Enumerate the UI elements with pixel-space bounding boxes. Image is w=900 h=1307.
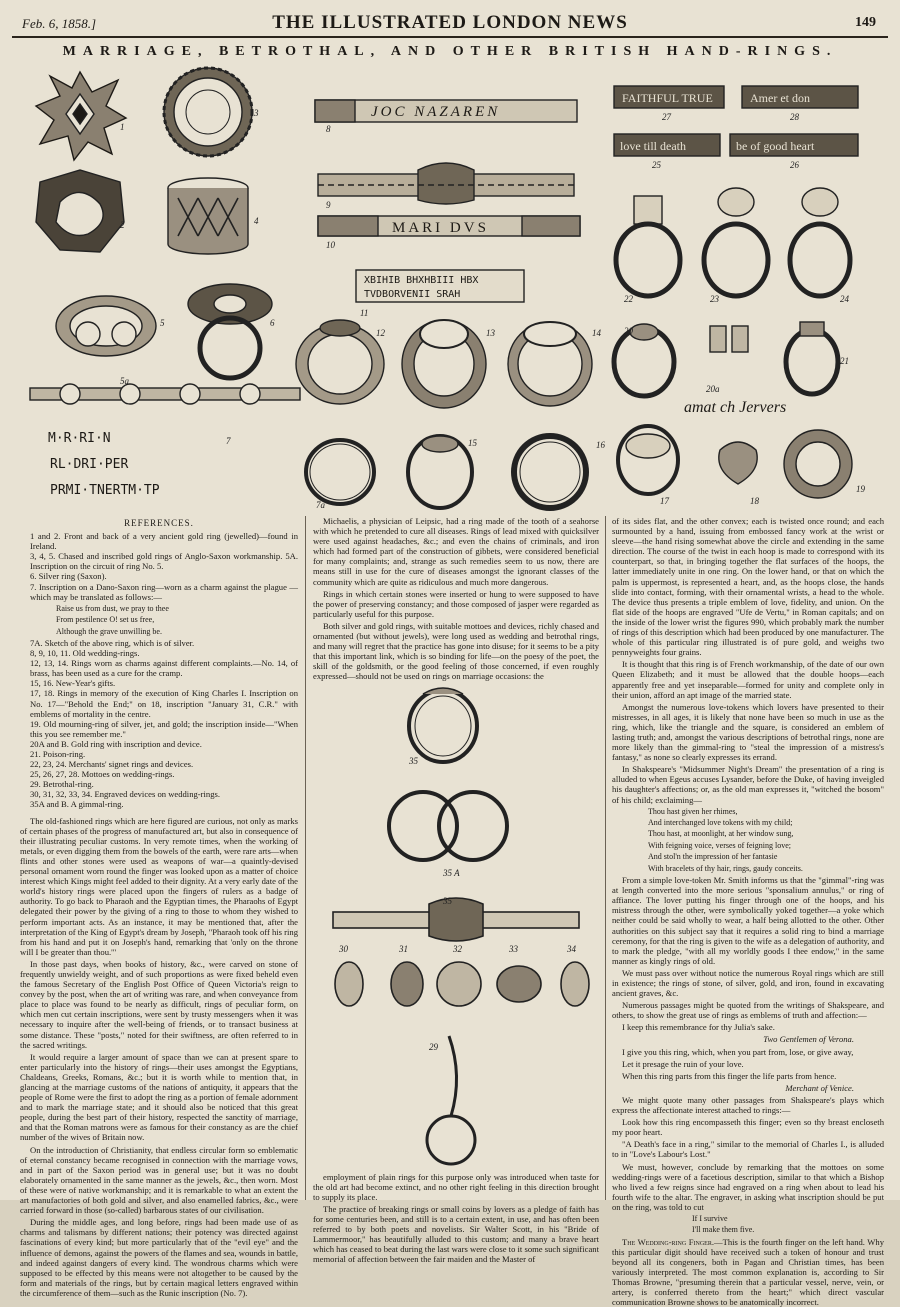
ring-15 <box>408 436 472 508</box>
svg-text:25: 25 <box>652 160 661 170</box>
body-paragraph: employment of plain rings for this purpose only was introduced when taste for the old art had become extinct, and no other right feeling in this direction brought to supply its place. <box>313 1171 599 1202</box>
reference-item: 6. Silver ring (Saxon). <box>30 571 107 582</box>
motto-28 <box>742 86 858 108</box>
svg-text:1: 1 <box>120 122 125 132</box>
svg-text:26: 26 <box>790 160 799 170</box>
body-paragraph <box>612 1237 884 1307</box>
ring-16 <box>514 436 586 508</box>
motto-28-text: Amer et don <box>750 91 810 105</box>
body-paragraph: It would require a larger amount of space than we can at present spare to enter particularly into the history of rings—their uses amongst the Egyptians, Chaldeans, Greeks, Romans, &c.; but it is worth while to mention that, in glancing at the marriage customs of the nations of antiquity, it appears that the people of Rome were the first to adopt the ring as a portion of female adornment and to mark the marriage state; and it should also be noticed that this great people, during the best part of their history, respected the sanctity of marriage, and that the Roman matrons were as famous for their constancy as are the chief number of the wives of Britain now. <box>20 1051 298 1143</box>
motto-27 <box>614 86 724 108</box>
svg-text:24: 24 <box>840 294 849 304</box>
references-title: REFERENCES. <box>124 518 194 528</box>
quote-line: When this ring parts from this finger the life parts from hence. <box>622 1070 837 1081</box>
svg-text:13: 13 <box>486 328 495 338</box>
svg-text:34: 34 <box>567 943 576 954</box>
body-paragraph: In Shakspeare's "Midsummer Night's Dream" the presentation of a ring is alluded to when Egeus accuses Lysander, before the Duke, of having inveigled his daughter's affections; or, as the old man expresses it, "witched the bosom" of his child; exclaiming— <box>612 764 884 805</box>
svg-text:3: 3 <box>254 108 259 118</box>
reference-item: 7A. Sketch of the above ring, which is of silver. <box>30 637 195 648</box>
column-rule <box>305 516 306 1200</box>
ring-3 <box>164 68 252 156</box>
issue-date: Feb. 6, 1858.] <box>22 16 97 31</box>
svg-text:14: 14 <box>592 328 601 338</box>
body-paragraph: Both silver and gold rings, with suitable mottoes and devices, richly chased and ornamented (but without jewels), were long used as wedding and betrothal rings, and many will regret that the practice has gone into disuse; for it seems to be a pity that this important link, which is so binding for life—on the poesy of the poet, the skill of the goldsmith, or the good feeling of those concerned, if even roughly expressed—should not be used on rings on marriage occasions: the <box>313 620 599 682</box>
body-paragraph: The practice of breaking rings or small coins by lovers as a pledge of faith has for some centuries been, and still is to a certain extent, in use, and has often been referred to by both poets and novelists. Sir Walter Scott, in his "Bride of Lammermoor," has beautifully alluded to this custom; and many a brave heart which has ceased to beat during the last wars were close to it some such significant memorial of affection between the fair maiden and the Master of <box>313 1203 599 1265</box>
gimmal-ring-figure <box>313 686 599 1168</box>
verse-line: If I survive <box>692 1213 728 1223</box>
ring-2 <box>36 170 124 252</box>
ring-35a-right <box>439 792 507 860</box>
svg-text:2: 2 <box>120 220 125 230</box>
newspaper-title: THE ILLUSTRATED LONDON NEWS <box>272 12 628 33</box>
quote-line: I give you this ring, which, when you part from, lose, or give away, <box>622 1046 854 1057</box>
body-paragraph: Rings in which certain stones were inserted or hung to were supposed to have the power of preserving constancy; and those composed of jasper were regarded as particularly useful for this purpose. <box>313 588 599 619</box>
runes-line-1: M·R·RI·N <box>48 431 111 446</box>
ring-10-band <box>318 216 580 236</box>
svg-text:12: 12 <box>376 328 385 338</box>
ring-11-line-2: TVDBORVENII SRAH <box>364 289 461 300</box>
verse-line: And stol'n the impression of her fantasie <box>648 852 778 862</box>
reference-item: 20A and B. Gold ring with inscription and device. <box>30 738 202 749</box>
motto-25-text: love till death <box>620 139 686 153</box>
motto-27-text: FAITHFUL TRUE <box>622 91 713 105</box>
ring-5a-band <box>30 384 300 404</box>
quote-line: Let it presage the ruin of your love. <box>622 1058 744 1069</box>
svg-text:6: 6 <box>270 318 275 328</box>
svg-text:20: 20 <box>624 326 633 336</box>
ring-4 <box>168 178 248 254</box>
rings-illustration-plate <box>20 64 880 514</box>
ring-7a <box>306 440 374 504</box>
body-paragraph: During the middle ages, and long before, rings had been made use of as charms and talismans by different nations; their potency was directed against fascinations of every kind; but more particularly that of the "evil eye" and the influence of demons, against the powers of the flames and sea, wounds in battle, and indeed against dangers of every kind. The wondrous charms which were supposed to be effected by this means were not altogether to be caused by the form and materials of the rings, but by certain magical letters engraved within the circumference of them—such as the Runic inscription (No. 7). <box>20 1217 298 1298</box>
reference-verse-line: From pestilence O! set us free, <box>56 615 155 625</box>
verse-line: Thou hast given her rhimes, <box>648 806 738 816</box>
verse-line: With bracelets of thy hair, rings, gaudy conceits. <box>648 863 803 873</box>
body-paragraph: On the introduction of Christianity, that endless circular form so emblematic of eternal constancy became recognised in connection with the marriage vows, and in part of the Saxon period was in general use; but it was no doubt elaborately ornamented in the same manner as the jewels, &c., then worn. Most of these were of native workmanship; and it is remarkable to what an extent the art manufactories of both gold and silver, and also enamelled fabrics, &c., were carried forward in those (so-called) barbarous states of our civilisation. <box>20 1144 298 1216</box>
ring-8-band <box>315 100 577 122</box>
svg-text:4: 4 <box>254 216 259 226</box>
reference-item: 12, 13, 14. Rings worn as charms against different complaints.—No. 14, of brass, has been used as a cure for the cramp. <box>30 658 298 679</box>
reference-verse-line: Raise us from dust, we pray to thee <box>56 603 169 613</box>
page-number: 149 <box>855 15 876 30</box>
body-paragraph: Numerous passages might be quoted from the writings of Shakspeare, and others, to show the great use of rings as emblems of truth and affection:— <box>612 1000 884 1021</box>
reference-verse-line: Although the grave unwilling be. <box>56 626 162 636</box>
ring-10-inscription: MARI DVS <box>392 220 489 236</box>
svg-text:22: 22 <box>624 294 633 304</box>
reference-item: 19. Old mourning-ring of silver, jet, and gold; the inscription inside—"When this you see remember me." <box>30 718 298 739</box>
svg-text:21: 21 <box>840 356 849 366</box>
engraved-devices-row <box>335 962 589 1006</box>
svg-text:20a: 20a <box>706 384 720 394</box>
motto-25 <box>614 134 720 156</box>
svg-text:35 A: 35 A <box>443 867 460 878</box>
svg-text:10: 10 <box>326 240 335 250</box>
svg-text:32: 32 <box>453 943 462 954</box>
svg-text:19: 19 <box>856 484 865 494</box>
quote-attribution: Merchant of Venice. <box>785 1082 854 1093</box>
svg-text:18: 18 <box>750 496 759 506</box>
svg-text:7: 7 <box>226 436 231 446</box>
ring-1 <box>36 72 126 160</box>
masthead <box>12 10 888 38</box>
reference-item: 3, 4, 5. Chased and inscribed gold rings of Anglo-Saxon workmanship. 5A. Inscription on the circuit of ring No. 5. <box>30 551 298 572</box>
reference-item: 22, 23, 24. Merchants' signet rings and devices. <box>30 759 194 770</box>
ring-13 <box>402 320 486 408</box>
body-paragraph: We must pass over without notice the numerous Royal rings which are still in existence; the rings of stone, of silver, gold, and iron, found in excavating ancient graves, &c. <box>612 967 884 999</box>
ring-18 <box>719 442 757 484</box>
gimmal-ring-illustration <box>313 686 599 1168</box>
body-paragraph: It is thought that this ring is of French workmanship, of the date of our own Queen Elizabeth; and it must be allowed that the double hoops—each apparently free and yet inseparable—formed for unity and complete only in their union, afford an apt image of the married state. <box>612 659 884 700</box>
svg-text:17: 17 <box>660 496 669 506</box>
ring-35 <box>409 688 477 762</box>
body-paragraph: From a simple love-token Mr. Smith informs us that the "gimmal"-ring was at length converted into the more serious "sponsalium annulus," or ring of affiance. The lover putting his finger through one of the hoops, and his mistress through the other, were symbolically yoked together—a yoke which neither could be said wholly to wear, a half being allotted to the other. Other authorities on this subject say that it requires a solid ring to bind a marriage ceremony, for that the ring is given to the wife as a delegation of authority, and to mark the pledge, "with all my worldly goods I thee endow," in the same manner as kingly rings of old. <box>612 875 884 966</box>
column-rule <box>605 516 606 1200</box>
svg-text:27: 27 <box>662 112 671 122</box>
reference-item: 15, 16. New-Year's gifts. <box>30 678 116 689</box>
svg-text:11: 11 <box>360 308 369 318</box>
verse-line: Thou hast, at moonlight, at her window sung, <box>648 829 794 839</box>
ring-9-band <box>318 163 574 204</box>
body-paragraph: In those past days, when books of history, &c., were carved on stone of frequently unwieldy weight, and of such proportions as were fixed beheld even the famous Secretary of the English Post Office of Queen Victoria's reign to convey by the post, when the art of writing was rare, and when conveyance from place to place was found to be nearly as difficult, rings of peculiar form, on which men cut certain inscriptions, were sent by trusty messengers when it was necessary to inquire after the well-being of friends, or to transact business at some distance. These "posts," noted for their swiftness, are often referred to in the sacred writings. <box>20 958 298 1050</box>
reference-item: 30, 31, 32, 33, 34. Engraved devices on wedding-rings. <box>30 789 220 800</box>
ring-35-band <box>333 895 579 941</box>
ring-illustration <box>20 64 880 514</box>
ring-11-band <box>356 270 524 302</box>
ring-12 <box>296 320 384 404</box>
svg-text:7a: 7a <box>316 500 325 510</box>
reference-item: 1 and 2. Front and back of a very ancient gold ring (jewelled)—found in Ireland. <box>30 531 298 552</box>
reference-item: 29. Betrothal-ring. <box>30 779 94 790</box>
ring-22 <box>616 196 680 296</box>
ring-19 <box>784 430 852 498</box>
svg-text:31: 31 <box>399 943 408 954</box>
svg-text:28: 28 <box>790 112 799 122</box>
reference-item: 7. Inscription on a Dano-Saxon ring—worn as a charm against the plague —which may be translated as follows:— <box>30 581 298 602</box>
svg-text:30: 30 <box>339 943 348 954</box>
svg-text:15: 15 <box>468 438 477 448</box>
body-paragraph: The old-fashioned rings which are here figured are curious, not only as marks of certain phases of the progress of manufactured art, but also in consequence of their illustrating peculiar customs. In very remote times, when the working of metals, or even digging them from the bowels of the earth, were rare arts—when flints and other stones were used as weapons of war—a quaintly-devised personal ornament worn round the finger was looked upon as a matter of choice interest which Kings might feel added to their dignity. At a very early date of the world's history rings were placed upon the fingers of rulers as a badge of authority. To go back to Pharaoh and the Egyptian times, the Pharaohs of Egypt delegated their power by the giving of a ring to those to whom they wished to perform important acts. As an instance, it may be mentioned that, after the interpretation of the King of Egypt's dream by Joseph, "Pharaoh took off his ring from his hand and put it on Joseph's hand, remarking that 'only on the throne will I be greater than thou.'" <box>20 815 298 957</box>
svg-text:35: 35 <box>443 895 452 906</box>
section-text: —This is the fourth finger on the left hand. Why this particular digit should have received such a token of honour and trust beyond all its congeners, both in Pagan and Christian times, has been variously interpreted. The most common explanation is, according to Sir Thomas Browne, "presuming therein that a particular vessel, nerve, vein, or artery, is conferred thereto from the heart;" which direct vascular communication Browne shows to be anatomically incorrect. <box>612 1236 884 1307</box>
reference-item: 8, 9, 10, 11. Old wedding-rings. <box>30 648 140 659</box>
reference-item: 35A and B. A gimmal-ring. <box>30 799 124 810</box>
ring-24 <box>790 188 850 296</box>
body-paragraph: of its sides flat, and the other convex; each is twisted once round; and each surmounted by a hand, issuing from embossed fancy work at the wrist or sleeve—the hand rising somewhat above the circle and extending in the same direction. The course of the twist in each hoop is made to correspond with its counterpart, so that, in bringing together the flat surfaces of the hoops, the latter immediately unite in one ring. On the lower hand, or that on which the palm is uppermost, is represented a heart, and, as the hoops close, the hands slide into contact, forming, with their ornamental wrists, a head to the whole. The device thus presents a triple emblem of love, fidelity, and union. On the flat side of the hoops are engraved "Ufe de Vertu," in Roman capitals; and on the inside of the lower wrist the figures 990, which probably mark the number of rings of this description which had been produced by one manufacturer. The whole of this particular ring illustrated is of pure gold, and weighs two pennyweights four grains. <box>612 516 884 658</box>
body-paragraph: We might quote many other passages from Shakspeare's plays which express the affectionate interest attached to rings:— <box>612 1094 884 1116</box>
svg-text:5: 5 <box>160 318 165 328</box>
ring-6 <box>188 284 272 378</box>
svg-text:9: 9 <box>326 200 331 210</box>
section-lead: The Wedding-ring Finger. <box>622 1236 714 1247</box>
ring-23 <box>704 188 768 296</box>
ring-11-line-1: XBIHIB BHXHBIII HBX <box>364 275 479 286</box>
body-paragraph: We must, however, conclude by remarking that the mottoes on some wedding-rings were of a facetious description, similar to that which a Bishop who lived a few reigns since had engraved on a ring when about to lead his fourth wife to the altar. The engraver, in asking what inscription should be put on the ring, was told to cut <box>612 1161 884 1212</box>
ring-20 <box>614 324 674 396</box>
motto-20a-text: amat ch Jervers <box>684 399 787 416</box>
svg-text:35: 35 <box>409 755 418 766</box>
reference-item: 21. Poison-ring. <box>30 749 86 759</box>
runes-line-2: RL·DRI·PER <box>50 457 129 472</box>
body-paragraph: Amongst the numerous love-tokens which lovers have presented to their mistresses, in all ages, it is likely that none have been so much in use as the ring, which, like the triangle and the square, is considered an emblem of lasting truth; and, amongst the various descriptions of betrothal rings, none are more likely than the gimmal-ring to "steal the impression of a mistress's fantasy," as none so clearly expresses its errand. <box>612 701 884 763</box>
svg-text:16: 16 <box>596 440 605 450</box>
ring-14 <box>508 322 592 406</box>
body-paragraph: Michaelis, a physician of Leipsic, had a ring made of the tooth of a seahorse with which he pretended to cure all diseases. Rings of lead mixed with quicksilver were used against headaches, &c.; and even the chains of criminals, and iron which had formed part of the construction of gibbets, were considered beneficial for many complaints; and, strange as such remedies seem to us now, there are means still in use for the cure of diseases amongst the ignorant classes of the community which are quite as ridiculous and much more dangerous. <box>313 516 599 587</box>
reference-item: 17, 18. Rings in memory of the execution of King Charles I. Inscription on No. 17—"Behold the End;" on 18, inscription "January 31, C.R." with emblems of mortality in the centre. <box>30 688 298 719</box>
ring-21 <box>786 322 838 394</box>
body-paragraph: Look how this ring encompasseth this finger; even so thy breast encloseth my poor heart. <box>612 1117 884 1138</box>
svg-text:23: 23 <box>710 294 719 304</box>
ring-5 <box>56 296 156 356</box>
verse-line: With feigning voice, verses of feigning love; <box>648 840 791 850</box>
article-headline: MARRIAGE, BETROTHAL, AND OTHER BRITISH HAND-RINGS. <box>62 44 838 59</box>
column-1 <box>20 516 298 1298</box>
ring-20a-devices <box>710 326 748 352</box>
column-2 <box>313 516 599 1265</box>
svg-text:8: 8 <box>326 124 331 134</box>
references-list <box>20 531 298 809</box>
svg-text:33: 33 <box>509 943 518 954</box>
motto-26-text: be of good heart <box>736 139 815 153</box>
verse-line: I'll make them five. <box>692 1225 755 1235</box>
svg-text:29: 29 <box>429 1041 438 1052</box>
runes-line-3: PRMI·TNERTM·TP <box>50 483 160 498</box>
ring-17 <box>618 426 678 494</box>
quote-attribution: Two Gentlemen of Verona. <box>763 1034 854 1045</box>
motto-26 <box>730 134 858 156</box>
quote-line: I keep this remembrance for thy Julia's sake. <box>622 1022 775 1033</box>
column-3 <box>612 516 884 1307</box>
body-paragraph: "A Death's face in a ring," similar to the memorial of Charles I., is alluded to in "Love's Labour's Lost." <box>612 1139 884 1160</box>
svg-text:5a: 5a <box>120 376 129 386</box>
ring-29 <box>427 1036 475 1164</box>
verse-line: And interchanged love tokens with my child; <box>648 818 793 828</box>
reference-item: 25, 26, 27, 28. Mottoes on wedding-rings. <box>30 769 175 780</box>
ring-8-inscription: JOC NAZAREN <box>371 104 501 120</box>
